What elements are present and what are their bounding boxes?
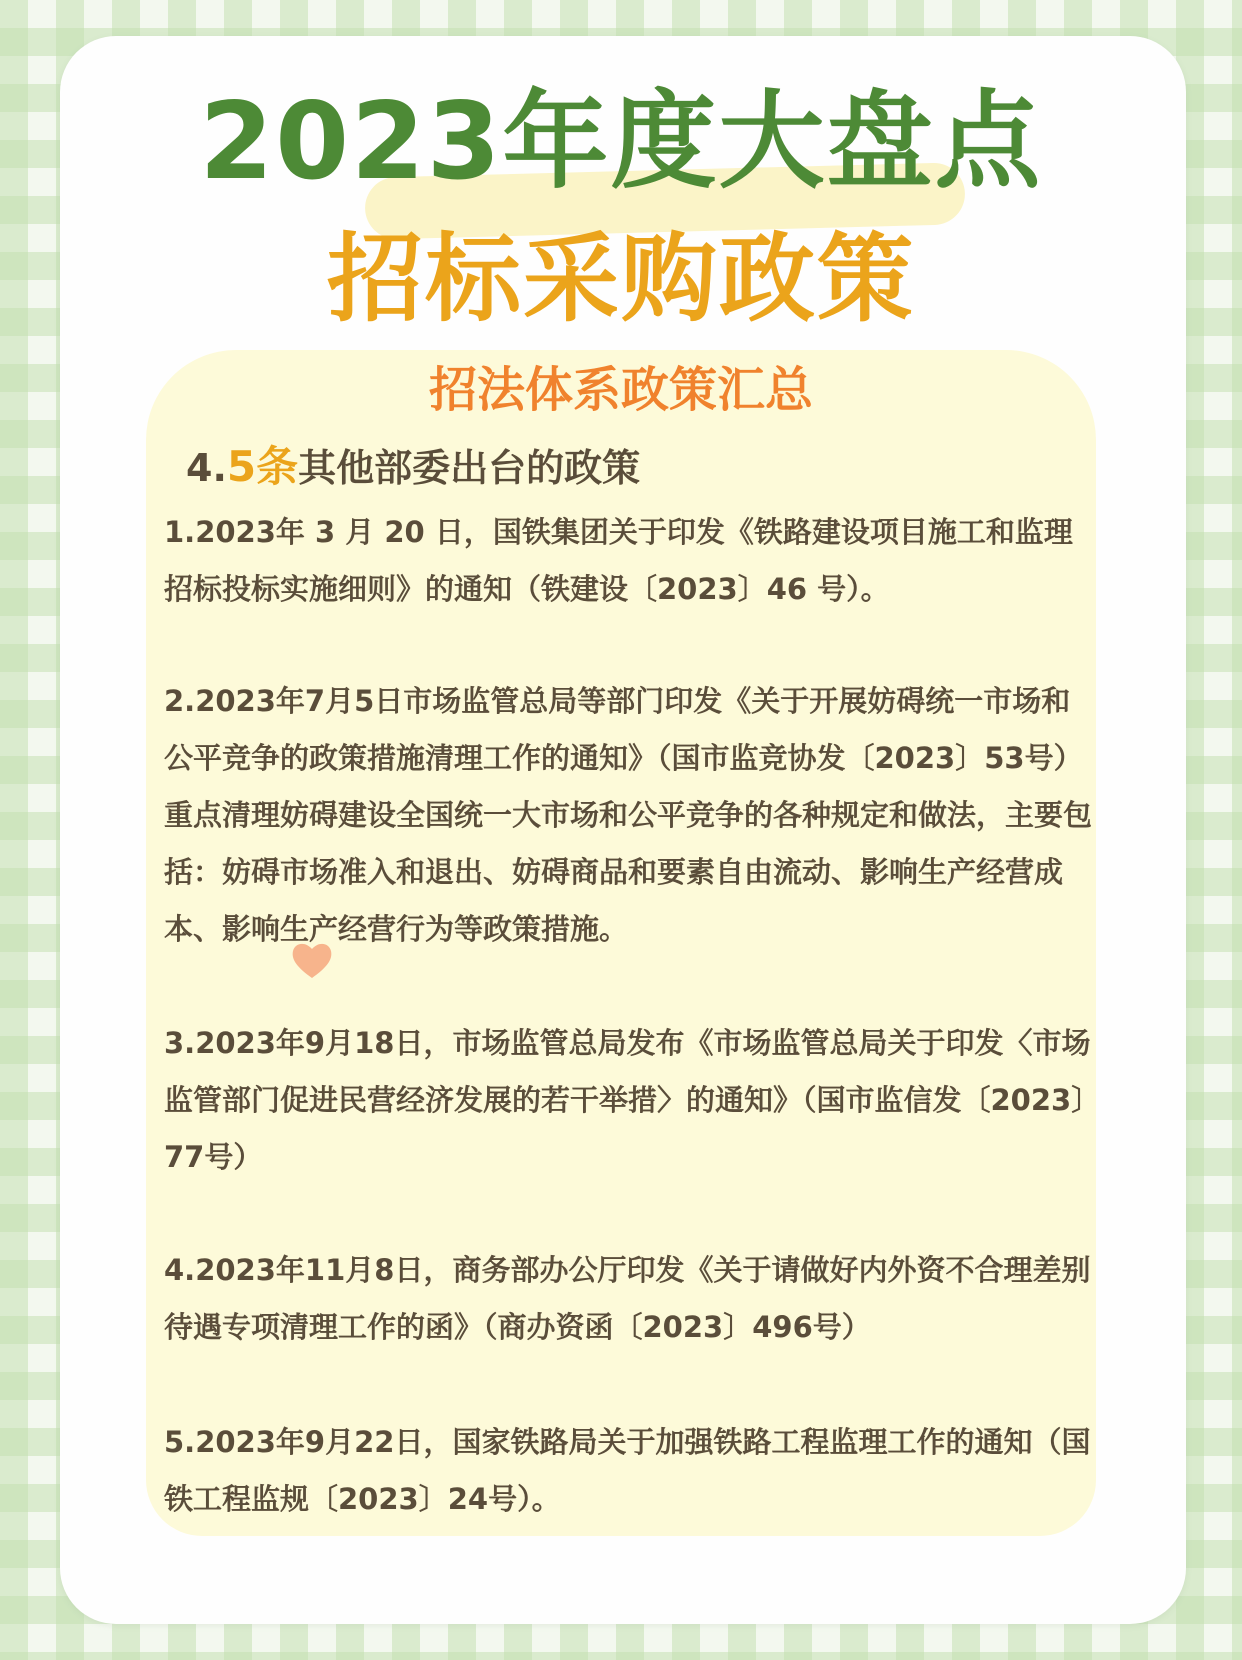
subheading-prefix: 4. (186, 446, 227, 490)
section-subheading (186, 440, 640, 495)
page-subtitle: 招标采购政策 (327, 223, 915, 335)
heart-icon (290, 940, 334, 980)
subheading-count: 5条 (226, 442, 299, 491)
policy-item-3: 3.2023年9月18日，市场监管总局发布《市场监管总局关于印发〈市场监管部门促进民营经济发展的若干举措〉的通知》（国市监信发〔2023〕77号） (164, 1026, 1091, 1174)
subheading-text: 其他部委出台的政策 (298, 446, 641, 490)
section-heading: 招法体系政策汇总 (428, 362, 813, 418)
policy-item-4: 4.2023年11月8日，商务部办公厅印发《关于请做好内外资不合理差别待遇专项清理工作的函》（商办资函〔2023〕496号） (164, 1253, 1091, 1344)
policy-item-1: 1.2023年 3 月 20 日，国铁集团关于印发《铁路建设项目施工和监理招标投标实施细则》的通知（铁建设〔2023〕46 号）。 (164, 515, 1073, 606)
policy-item-5: 5.2023年9月22日，国家铁路局关于加强铁路工程监理工作的通知（国铁工程监规〔2023〕24号）。 (164, 1425, 1091, 1516)
page-title: 2023年度大盘点 (199, 80, 1043, 203)
policy-item-2: 2.2023年7月5日市场监管总局等部门印发《关于开展妨碍统一市场和公平竞争的政策措施清理工作的通知》（国市监竞协发〔2023〕53号）重点清理妨碍建设全国统一大市场和公平竞争的各种规定和做法，主要包括：妨碍市场准入和退出、妨碍商品和要素自由流动、影响生产经营成本、影响生产经营行为等政策措施。 (164, 684, 1093, 946)
